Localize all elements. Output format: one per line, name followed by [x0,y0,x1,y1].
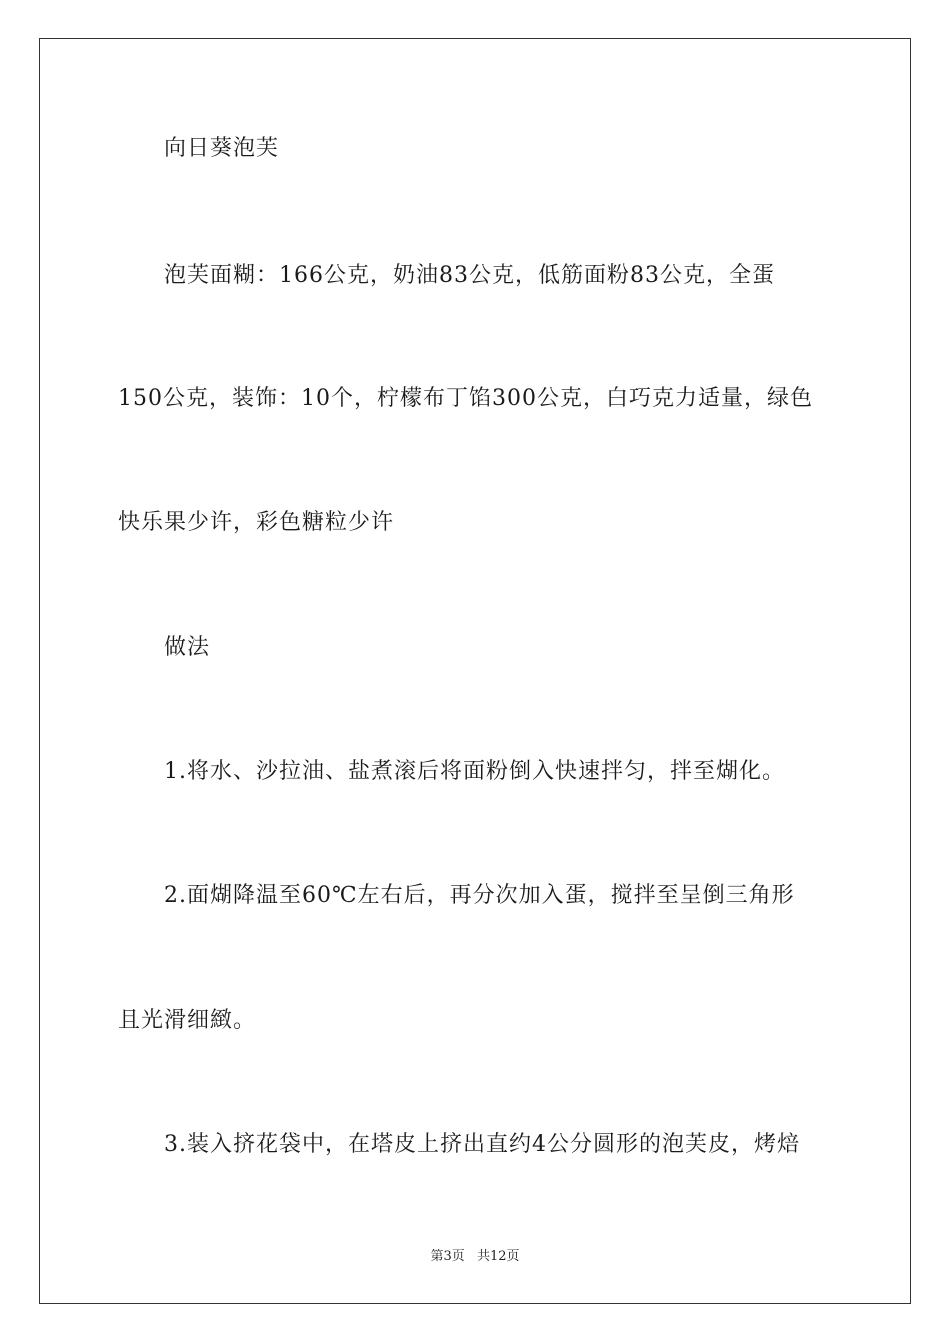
step-2-line-2: 且光滑细緻。 [118,1008,257,1033]
step-2-line-1: 2.面煳降温至60℃左右后，再分次加入蛋，搅拌至呈倒三角形 [164,883,795,908]
page-number: 第3页 [430,1249,465,1264]
page-footer [0,1248,950,1266]
step-1: 1.将水、沙拉油、盐煮滚后将面粉倒入快速拌匀，拌至煳化。 [164,759,785,784]
page-total: 共12页 [476,1249,520,1264]
page-frame [39,38,911,1304]
ingredients-line-3: 快乐果少许，彩色糖粒少许 [118,510,395,535]
ingredients-line-2: 150公克，装饰：10个，柠檬布丁馅300公克，白巧克力适量，绿色 [118,386,813,411]
step-3: 3.装入挤花袋中，在塔皮上挤出直约4公分圆形的泡芙皮，烤焙 [164,1132,800,1157]
recipe-title: 向日葵泡芙 [164,136,280,161]
ingredients-line-1: 泡芙面糊：166公克，奶油83公克，低筋面粉83公克，全蛋 [164,263,775,288]
method-heading: 做法 [164,635,211,660]
